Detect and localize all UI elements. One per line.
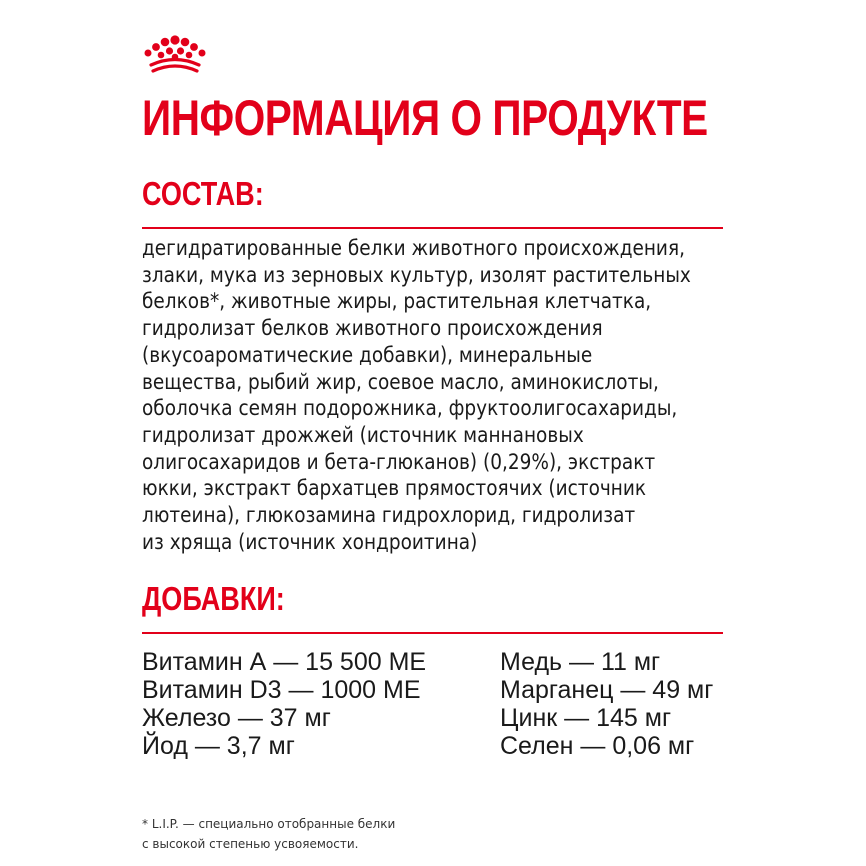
additives-list-left [142,648,426,760]
additives-list-right [500,648,713,760]
additive-item: Витамин А — 15 500 МЕ [142,648,427,676]
footnote [142,814,395,854]
composition-text [142,236,778,556]
footnote-line: с высокой степенью усвояемости. [142,837,359,851]
composition-line: из хряща (источник хондроитина) [142,529,478,555]
additive-item: Медь — 11 мг [500,648,661,676]
additive-item: Железо — 37 мг [142,704,331,732]
additive-item: Цинк — 145 мг [500,704,672,732]
footnote-line: * L.I.P. — специально отобранные белки [142,817,396,831]
composition-line: олигосахаридов и бета-глюканов) (0,29%), экстракт [142,449,656,475]
page-title: ИНФОРМАЦИЯ О ПРОДУКТЕ [142,90,708,146]
composition-line: гидролизат дрожжей (источник маннановых [142,422,584,448]
additive-item: Йод — 3,7 мг [142,732,295,760]
composition-line: злаки, мука из зерновых культур, изолят растительных [142,262,691,288]
additive-item: Селен — 0,06 мг [500,732,695,760]
additive-item: Марганец — 49 мг [500,676,714,704]
composition-line: белков*, животные жиры, растительная клетчатка, [142,289,652,315]
composition-line: вещества, рыбий жир, соевое масло, аминокислоты, [142,369,659,395]
composition-line: (вкусоароматические добавки), минеральные [142,342,593,368]
additive-item: Витамин D3 — 1000 МЕ [142,676,421,704]
composition-line: гидролизат белков животного происхождения [142,316,603,342]
composition-heading: СОСТАВ: [142,175,264,212]
additives-heading: ДОБАВКИ: [142,580,285,617]
composition-line: оболочка семян подорожника, фруктоолигосахариды, [142,396,678,422]
crown-icon [142,34,208,76]
composition-line: юкки, экстракт бархатцев прямостоячих (источник [142,476,647,502]
composition-line: дегидратированные белки животного происхождения, [142,236,685,261]
additives-divider [142,632,723,634]
composition-line: лютеина), глюкозамина гидрохлорид, гидролизат [142,503,636,529]
composition-divider [142,227,723,229]
